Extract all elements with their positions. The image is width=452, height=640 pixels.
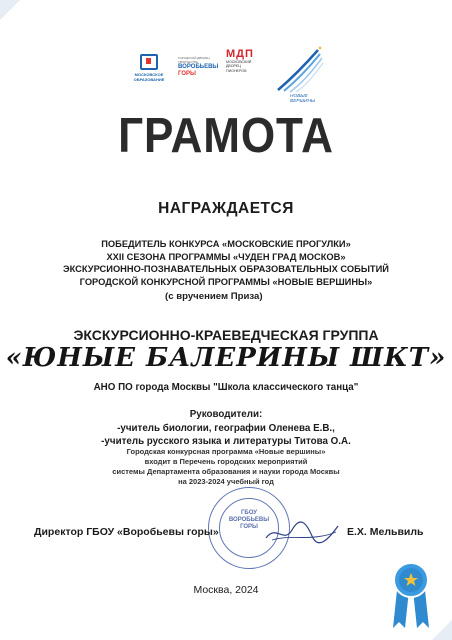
- vorobyovy-gory-logo: [178, 56, 220, 78]
- program-note: [0, 447, 452, 487]
- logos-row: [124, 44, 334, 104]
- signer-name: Е.Х. Мельвиль: [347, 526, 424, 538]
- award-line-2: XXII СЕЗОНА ПРОГРАММЫ «ЧУДЕН ГРАД МОСКОВ»: [106, 251, 346, 262]
- mountain-swoosh-icon: [274, 44, 332, 94]
- note-line-1: Городская конкурсная программа «Новые вершины»: [126, 447, 326, 456]
- mosobr-logo: [124, 54, 174, 82]
- novye-vershiny-logo: [274, 44, 332, 104]
- award-description: [0, 238, 452, 288]
- stamp-text-2: ВОРОБЬЕВЫ: [228, 517, 270, 523]
- vg-logo-small-text: ГОРОДСКОЙ ДВОРЕЦ ТВОРЧЕСТВА: [178, 56, 210, 64]
- medal-ribbon-icon: [389, 560, 433, 630]
- mdp-logo: [226, 48, 262, 73]
- stamp-text-3: ГОРЫ: [240, 524, 258, 530]
- group-title: ЭКСКУРСИОННО-КРАЕВЕДЧЕСКАЯ ГРУППА: [73, 327, 379, 343]
- mosobr-logo-icon: [140, 54, 158, 70]
- signer-title: Директор ГБОУ «Воробьевы горы»: [34, 526, 219, 538]
- corner-decoration-top-left: [0, 0, 20, 20]
- prize-note: (с вручением Приза): [165, 291, 263, 302]
- certificate-title: ГРАМОТА: [118, 109, 334, 163]
- corner-decoration-bottom-right: [432, 620, 452, 640]
- note-line-3: системы Департамента образования и науки города Москвы: [112, 467, 340, 476]
- mdp-logo-mark: МДП: [226, 48, 254, 60]
- awarded-heading: НАГРАЖДАЕТСЯ: [158, 200, 294, 217]
- note-line-2: входит в Перечень городских мероприятий: [144, 457, 308, 466]
- city-year: Москва, 2024: [193, 584, 259, 596]
- leader-1: -учитель биологии, географии Оленева Е.В.,: [117, 422, 335, 434]
- handwritten-signature: [262, 518, 342, 546]
- nv-logo-text: НОВЫЕ ВЕРШИНЫ: [290, 94, 316, 104]
- vg-logo-line2: ГОРЫ: [178, 71, 196, 77]
- note-line-4: на 2023-2024 учебный год: [178, 477, 274, 486]
- award-line-1: ПОБЕДИТЕЛЬ КОНКУРСА «МОСКОВСКИЕ ПРОГУЛКИ»: [101, 239, 351, 249]
- leaders-label: Руководители:: [189, 409, 263, 420]
- leaders-block: [0, 408, 452, 449]
- mdp-logo-text: МОСКОВСКИЙ ДВОРЕЦ ПИОНЕРОВ: [226, 60, 252, 73]
- award-line-3: ЭКСКУРСИОННО-ПОЗНАВАТЕЛЬНЫХ ОБРАЗОВАТЕЛЬНЫХ СОБЫТИЙ: [63, 264, 389, 275]
- mosobr-logo-text: МОСКОВСКОЕ ОБРАЗОВАНИЕ: [133, 72, 165, 82]
- organization-name: АНО ПО города Москвы "Школа классического танца": [93, 382, 359, 393]
- award-line-4: ГОРОДСКОЙ КОНКУРСНОЙ ПРОГРАММЫ «НОВЫЕ ВЕРШИНЫ»: [79, 276, 373, 287]
- stamp-text-1: ГБОУ: [241, 510, 257, 516]
- leader-2: -учитель русского языка и литературы Титова О.А.: [101, 436, 351, 448]
- group-name: «ЮНЫЕ БАЛЕРИНЫ ШКТ»: [5, 343, 447, 373]
- vg-logo-line1: ВОРОБЬЕВЫ: [178, 64, 219, 70]
